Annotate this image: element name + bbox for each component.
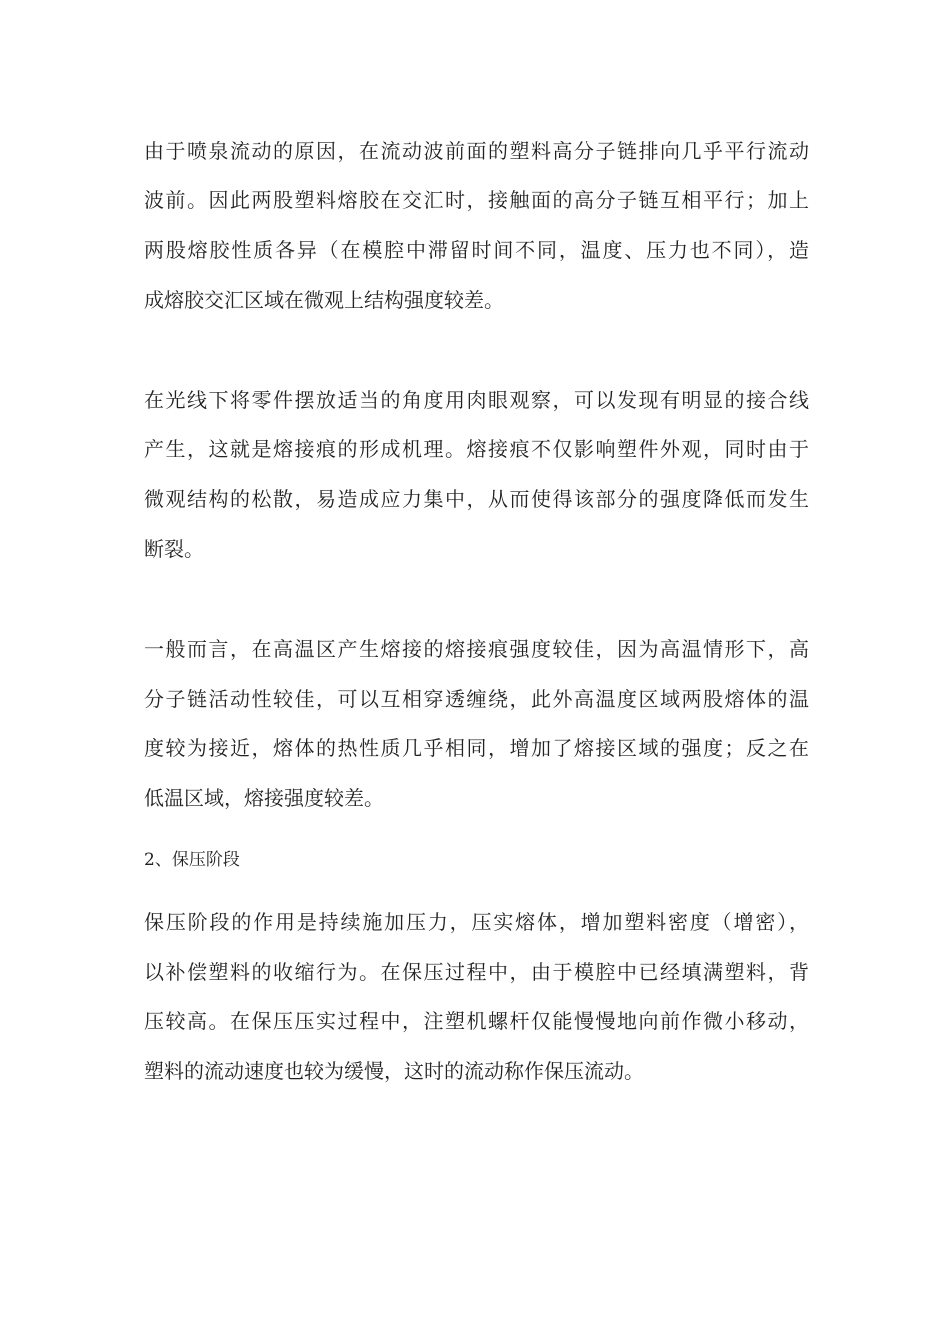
- paragraph-4-line-3: 压较高。在保压压实过程中，注塑机螺杆仅能慢慢地向前作微小移动，: [144, 1009, 809, 1033]
- paragraph-4-line-4: 塑料的流动速度也较为缓慢，这时的流动称作保压流动。: [144, 1059, 644, 1083]
- paragraph-1-line-3: 两股熔胶性质各异（在模腔中滞留时间不同，温度、压力也不同），造: [144, 238, 809, 262]
- paragraph-3-line-1: 一般而言，在高温区产生熔接的熔接痕强度较佳，因为高温情形下，高: [144, 637, 809, 661]
- paragraph-3-line-3: 度较为接近，熔体的热性质几乎相同，增加了熔接区域的强度；反之在: [144, 736, 809, 760]
- paragraph-2-line-4: 断裂。: [144, 537, 204, 561]
- section-heading: 2、保压阶段: [144, 850, 240, 870]
- paragraph-1-line-2: 波前。因此两股塑料熔胶在交汇时，接触面的高分子链互相平行；加上: [144, 188, 809, 212]
- paragraph-2-line-1: 在光线下将零件摆放适当的角度用肉眼观察，可以发现有明显的接合线: [144, 388, 809, 412]
- paragraph-3-line-2: 分子链活动性较佳，可以互相穿透缠绕，此外高温度区域两股熔体的温: [144, 687, 809, 711]
- paragraph-1-line-1: 由于喷泉流动的原因，在流动波前面的塑料高分子链排向几乎平行流动: [144, 139, 809, 163]
- paragraph-4-line-2: 以补偿塑料的收缩行为。在保压过程中，由于模腔中已经填满塑料，背: [144, 960, 809, 984]
- paragraph-2-line-2: 产生，这就是熔接痕的形成机理。熔接痕不仅影响塑件外观，同时由于: [144, 437, 809, 461]
- paragraph-2-line-3: 微观结构的松散，易造成应力集中，从而使得该部分的强度降低而发生: [144, 487, 809, 511]
- paragraph-1-line-4: 成熔胶交汇区域在微观上结构强度较差。: [144, 288, 504, 312]
- paragraph-3-line-4: 低温区域，熔接强度较差。: [144, 786, 384, 810]
- paragraph-4-line-1: 保压阶段的作用是持续施加压力，压实熔体，增加塑料密度（增密），: [144, 910, 809, 934]
